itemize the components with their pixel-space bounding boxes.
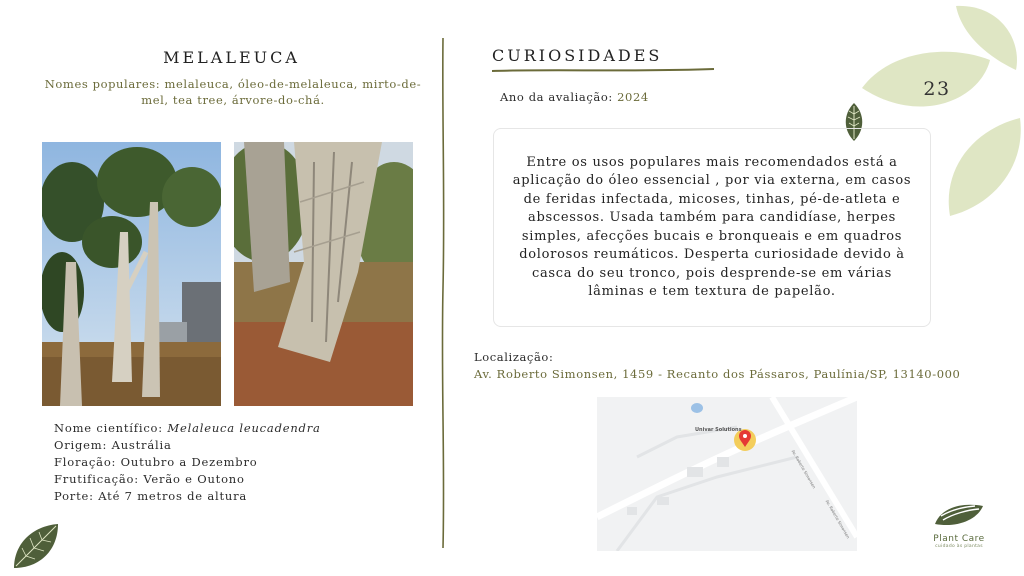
origin: Origem: Austrália	[54, 438, 172, 452]
plant-facts	[54, 420, 321, 505]
flowering: Floração: Outubro a Dezembro	[54, 455, 258, 469]
title-underline	[492, 66, 714, 74]
curiosity-card	[493, 128, 931, 327]
evaluation-year: Ano da avaliação: 2024	[500, 90, 649, 104]
plant-name-title: MELALEUCA	[163, 48, 300, 67]
brand-leaf-icon	[933, 500, 985, 528]
brand-name: Plant Care	[933, 534, 985, 544]
page-number: 23	[923, 78, 951, 100]
tree-photo-1	[42, 142, 221, 406]
location-label: Localização:	[474, 350, 554, 364]
map-street-label: Av. Roberto Simonsen	[824, 499, 851, 540]
map-place-label: Univar Solutions	[695, 427, 742, 433]
leaf-icon	[10, 522, 60, 570]
brand-logo	[916, 500, 1002, 549]
curiosities-title: CURIOSIDADES	[492, 46, 663, 65]
curiosity-text: Entre os usos populares mais recomendados está a aplicação do óleo essencial , por via externa, em casos de feridas infectada, micoses, tinhas, pé-de-atleta e abscessos. Usada também para candidíase, herpes simples, afecções bucais e bronqueais e em quadros dolorosos reumáticos. Desperta curiosidade devido à casca do seu tronco, pois desprende-se em várias lâminas e tem textura de papelão.	[512, 154, 912, 299]
fruiting: Frutificação: Verão e Outono	[54, 472, 245, 486]
map-street-label: Av. Roberto Simonsen	[790, 449, 817, 490]
column-divider	[438, 38, 448, 548]
popular-names: Nomes populares: melaleuca, óleo-de-melaleuca, mirto-de-mel, tea tree, árvore-do-chá.	[44, 77, 422, 107]
size: Porte: Até 7 metros de altura	[54, 489, 248, 503]
brand-subtitle: cuidado às plantas	[935, 544, 983, 549]
scientific-name: Nome científico: Melaleuca leucadendra	[54, 421, 321, 435]
location-address: Av. Roberto Simonsen, 1459 - Recanto dos Pássaros, Paulínia/SP, 13140-000	[474, 367, 961, 381]
location-map[interactable]	[597, 397, 857, 551]
tree-photo-2	[234, 142, 413, 406]
